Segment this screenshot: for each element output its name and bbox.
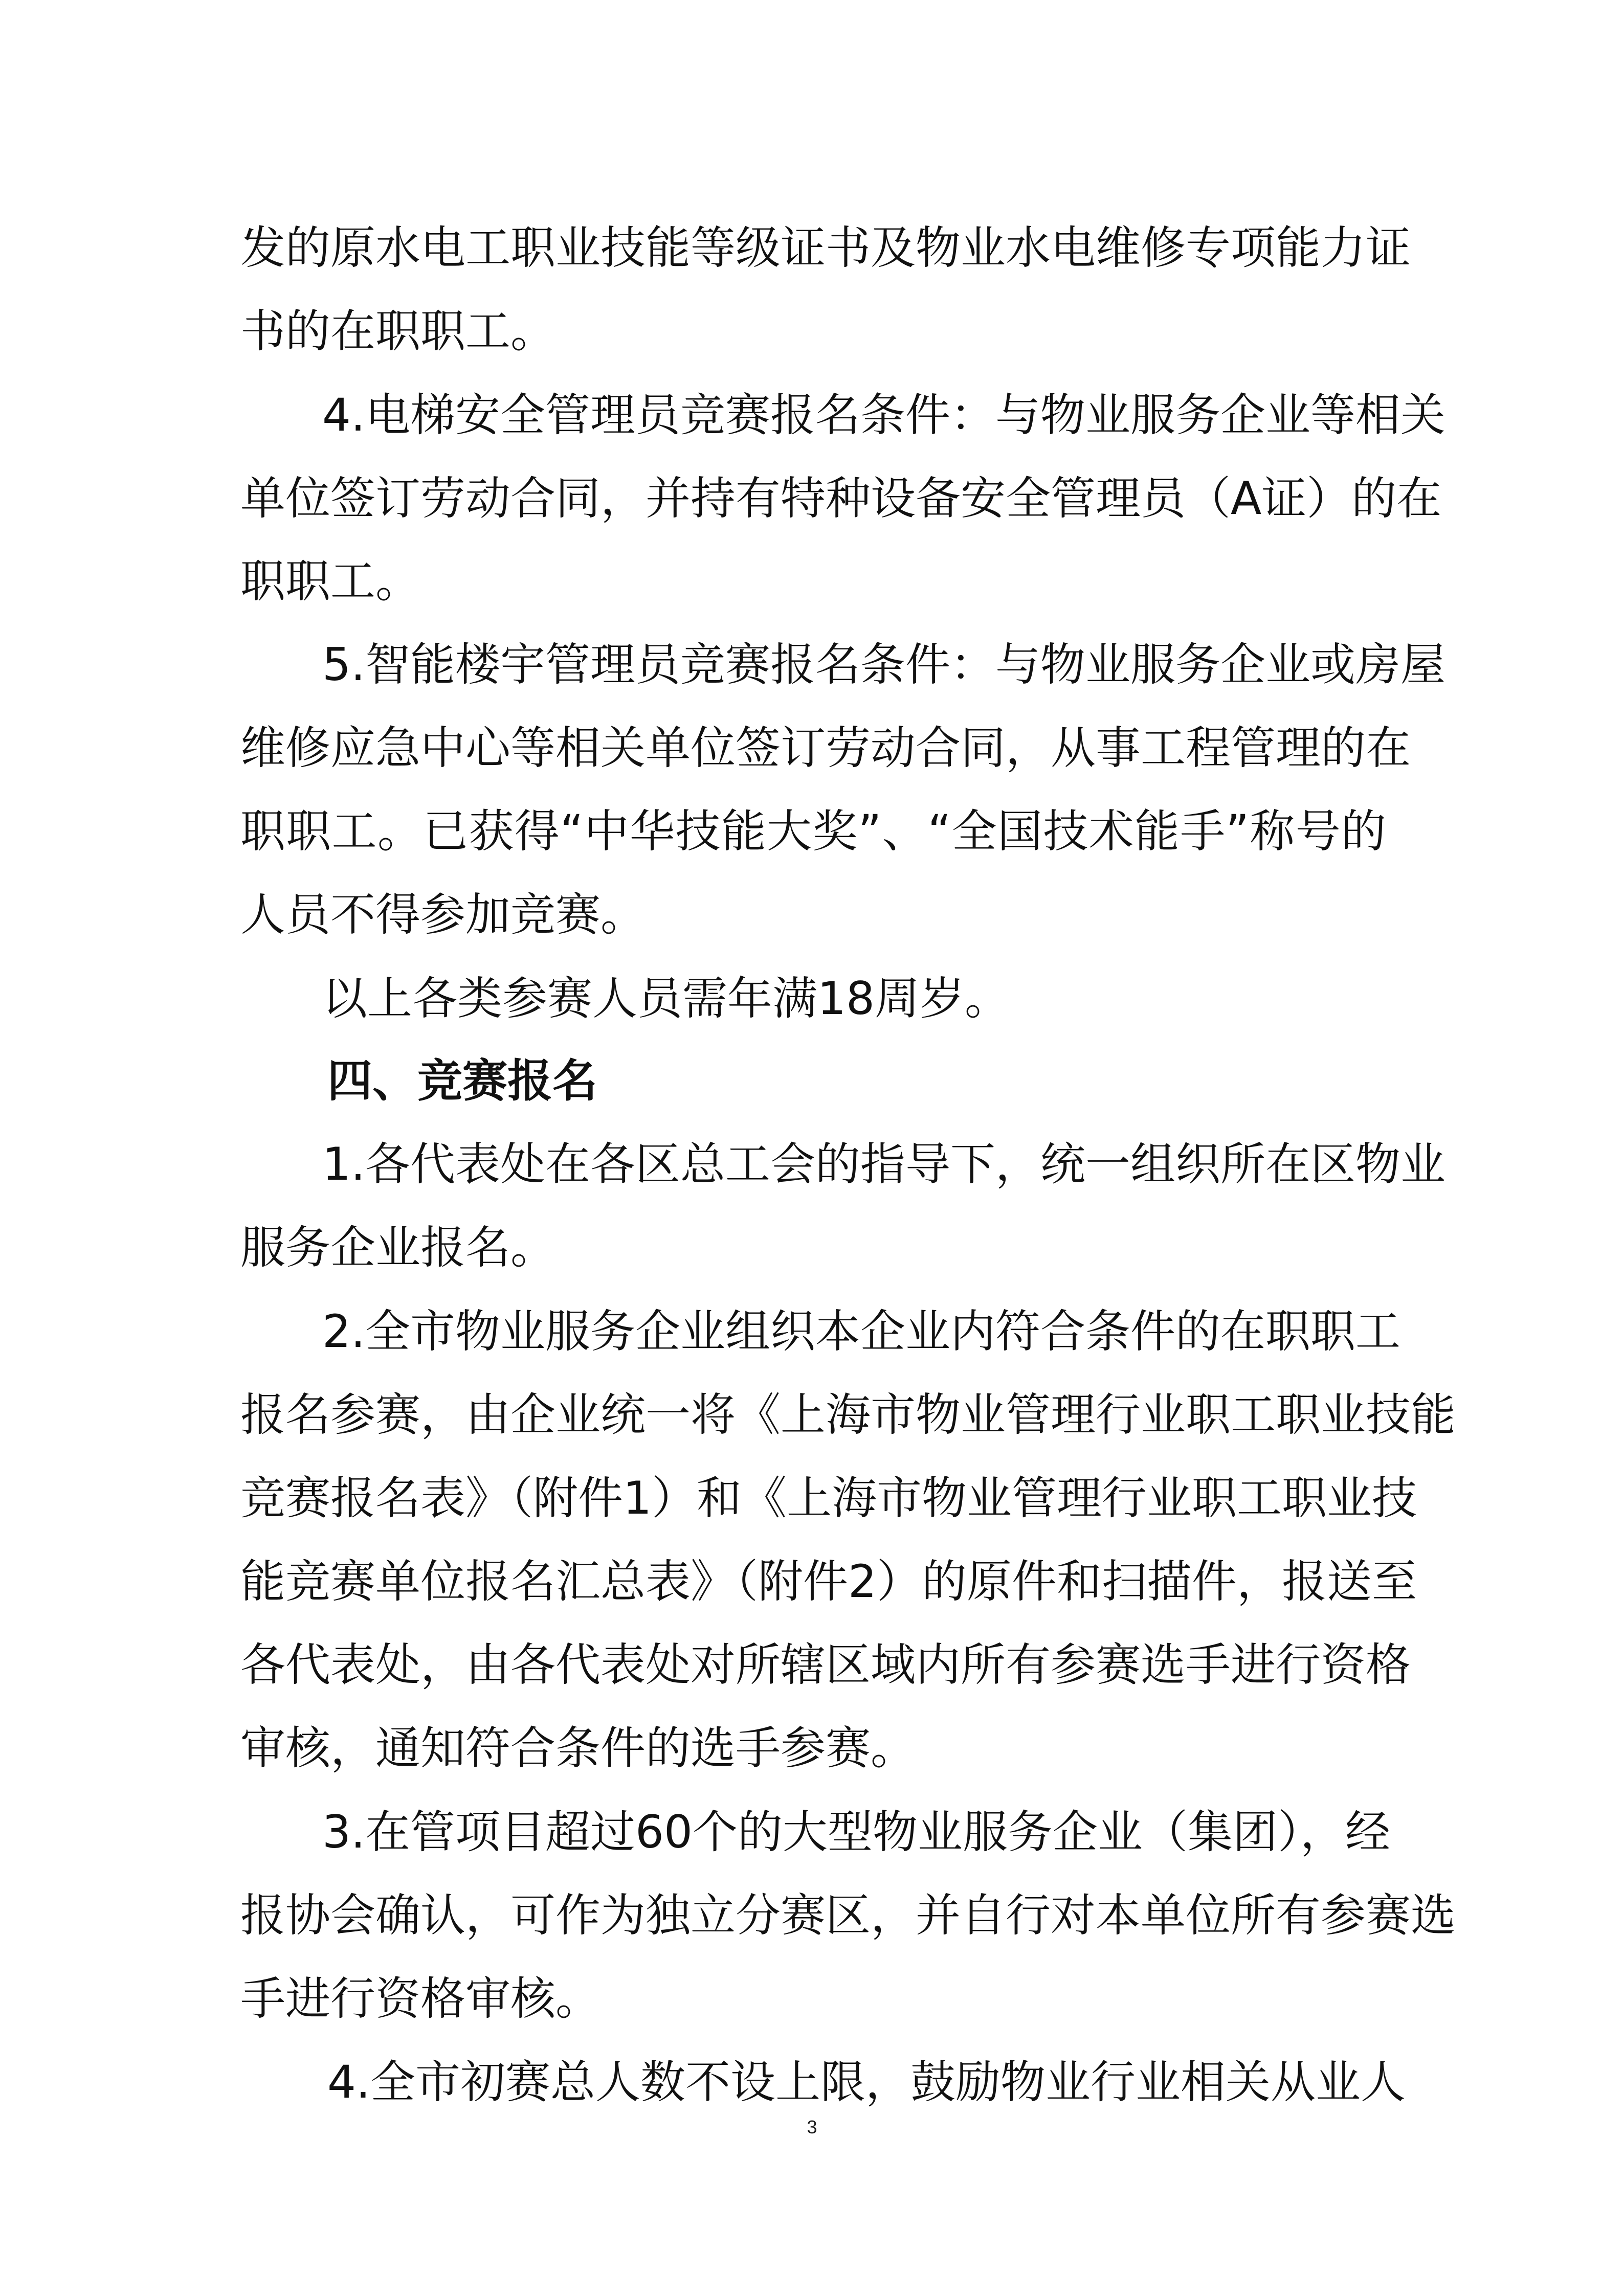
text-line: 发的原水电工职业技能等级证书及物业水电维修专项能力证 (240, 221, 1411, 274)
text-line: 人员不得参加竞赛。 (240, 888, 646, 941)
text-line: 报名参赛，由企业统一将《上海市物业管理行业职工职业技能 (240, 1388, 1456, 1441)
text-line: 手进行资格审核。 (240, 1972, 601, 2025)
page-number: 3 (807, 2117, 817, 2137)
text-line: 审核，通知符合条件的选手参赛。 (240, 1722, 916, 1774)
text-line: 1.各代表处在各区总工会的指导下，统一组织所在区物业 (322, 1138, 1445, 1190)
text-line: 4.全市初赛总人数不设上限，鼓励物业行业相关从业人 (327, 2056, 1406, 2108)
text-line: 维修应急中心等相关单位签订劳动合同，从事工程管理的在 (240, 722, 1411, 774)
text-line: 2.全市物业服务企业组织本企业内符合条件的在职职工 (322, 1305, 1400, 1358)
text-line: 单位签订劳动合同，并持有特种设备安全管理员（A证）的在 (240, 472, 1442, 525)
text-line: 4.电梯安全管理员竞赛报名条件：与物业服务企业等相关 (322, 389, 1445, 441)
text-line: 竞赛报名表》（附件1）和《上海市物业管理行业职工职业技 (240, 1472, 1417, 1524)
section-heading: 四、竞赛报名 (327, 1054, 598, 1107)
text-line: 服务企业报名。 (240, 1221, 556, 1274)
text-line: 3.在管项目超过60个的大型物业服务企业（集团），经 (322, 1806, 1390, 1858)
text-line: 职职工。已获得“中华技能大奖”、“全国技术能手”称号的 (240, 805, 1386, 858)
text-line: 能竞赛单位报名汇总表》（附件2）的原件和扫描件，报送至 (240, 1555, 1417, 1608)
text-line: 5.智能楼宇管理员竞赛报名条件：与物业服务企业或房屋 (322, 638, 1445, 691)
text-line: 报协会确认，可作为独立分赛区，并自行对本单位所有参赛选 (240, 1889, 1456, 1942)
text-line: 以上各类参赛人员需年满18周岁。 (322, 972, 1010, 1025)
text-line: 书的在职职工。 (240, 305, 556, 357)
text-line: 职职工。 (240, 555, 421, 607)
text-line: 各代表处，由各代表处对所辖区域内所有参赛选手进行资格 (240, 1638, 1411, 1691)
